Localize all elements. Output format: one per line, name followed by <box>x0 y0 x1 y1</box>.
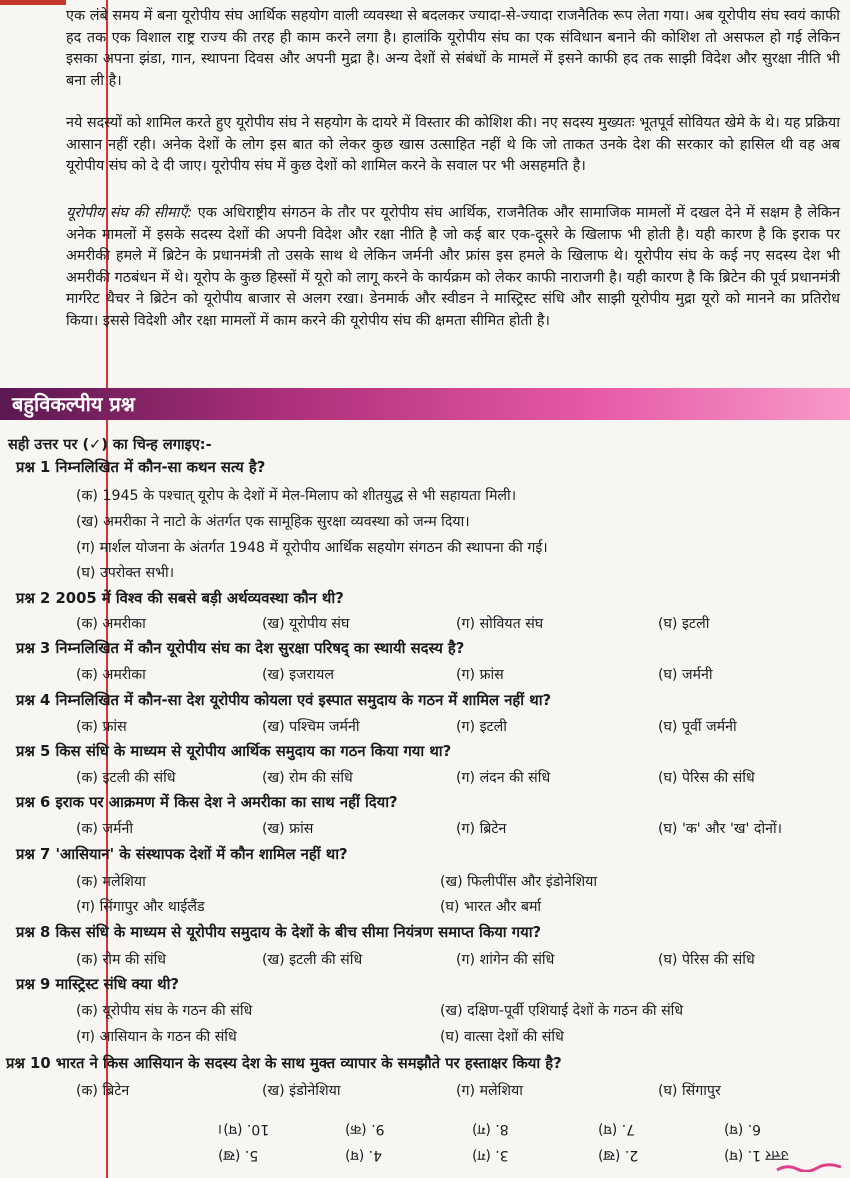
q9-option-b: (ख) दक्षिण-पूर्वी एशियाई देशों के गठन की संधि <box>440 1003 684 1019</box>
answer-5: 5. (ख) <box>218 1147 259 1163</box>
answer-9: 9. (क) <box>345 1121 385 1137</box>
q3-option-b: (ख) इजरायल <box>262 667 335 683</box>
paragraph-3-lead: यूरोपीय संघ की सीमाएँ: <box>66 205 193 221</box>
q9-option-a: (क) यूरोपीय संघ के गठन की संधि <box>76 1003 253 1019</box>
q8-option-c: (ग) शांगेन की संधि <box>456 952 555 968</box>
q10-option-b: (ख) इंडोनेशिया <box>262 1083 341 1099</box>
q7-option-c: (ग) सिंगापुर और थाईलैंड <box>76 899 205 915</box>
q4-option-d: (घ) पूर्वी जर्मनी <box>658 719 737 735</box>
q6-option-d: (घ) 'क' और 'ख' दोनों। <box>658 821 783 837</box>
q1-option-b: (ख) अमरीका ने नाटो के अंतर्गत एक सामूहिक सुरक्षा व्यवस्था को जन्म दिया। <box>76 514 470 530</box>
q9-option-d: (घ) वात्सा देशों की संधि <box>440 1029 564 1045</box>
paragraph-3 <box>66 203 840 333</box>
question-8: प्रश्न 8 किस संधि के माध्यम से यूरोपीय समुदाय के देशों के बीच सीमा नियंत्रण समाप्त किया गया? <box>16 924 542 941</box>
q3-option-d: (घ) जर्मनी <box>658 667 713 683</box>
question-1: प्रश्न 1 निम्नलिखित में कौन-सा कथन सत्य है? <box>16 459 266 476</box>
question-2: प्रश्न 2 2005 में विश्व की सबसे बड़ी अर्थव्यवस्था कौन थी? <box>16 590 344 607</box>
paragraph-2 <box>66 113 840 178</box>
question-9: प्रश्न 9 मास्ट्रिस्ट संधि क्या थी? <box>16 976 180 993</box>
q5-option-c: (ग) लंदन की संधि <box>456 770 551 786</box>
answer-2: 2. (ख) <box>598 1147 639 1163</box>
q2-option-a: (क) अमरीका <box>76 616 146 632</box>
q6-option-a: (क) जर्मनी <box>76 821 134 837</box>
q10-option-d: (घ) सिंगापुर <box>658 1083 721 1099</box>
q5-option-b: (ख) रोम की संधि <box>262 770 353 786</box>
q9-option-c: (ग) आसियान के गठन की संधि <box>76 1029 237 1045</box>
paragraph-3-text <box>66 203 840 333</box>
q10-option-c: (ग) मलेशिया <box>456 1083 523 1099</box>
paragraph-3-body: एक अधिराष्ट्रीय संगठन के तौर पर यूरोपीय संघ आर्थिक, राजनैतिक और सामाजिक मामलों में दखल देने में सक्षम है लेकिन अनेक मामलों में इसके सदस्य देशों की अपनी विदेश और रक्षा नीति है जो कई बार एक-दूसरे के खिलाफ भी होती है। यही कारण है कि इराक पर अमरीकी हमले में ब्रिटेन के प्रधानमंत्री तो उसके साथ थे लेकिन जर्मनी और फ्रांस इस हमले के खिलाफ थे। यूरोपीय संघ के कई नए सदस्य देश भी अमरीकी गठबंधन में थे। यूरोप के कुछ हिस्सों में यूरो को लागू करने के कार्यक्रम को लेकर काफी नाराजगी है। यही कारण है कि ब्रिटेन की पूर्व प्रधानमंत्री मार्गरेट थैचर ने ब्रिटेन को यूरोपीय बाजार से अलग रखा। डेनमार्क और स्वीडन ने मास्ट्रिस्ट संधि और साझी यूरोपीय मुद्रा यूरो को मानने का प्रतिरोध किया। इससे विदेशी और रक्षा मामलों में काम करने की यूरोपीय संघ की क्षमता सीमित होती है। <box>66 205 840 329</box>
q7-option-d: (घ) भारत और बर्मा <box>440 899 542 915</box>
q7-option-a: (क) मलेशिया <box>76 874 146 890</box>
paragraph-2-text: नये सदस्यों को शामिल करते हुए यूरोपीय संघ ने सहयोग के दायरे में विस्तार की कोशिश की। नए सदस्य मुख्यतः भूतपूर्व सोवियत खेमे के थे। यह प्रक्रिया आसान नहीं रही। अनेक देशों के लोग इस बात को लेकर कुछ खास उत्साहित नहीं थे कि जो ताकत उनके देश की सरकार को हासिल थी वह अब यूरोपीय संघ को दे दी जाए। यूरोपीय संघ में कुछ देशों को शामिल करने के सवाल पर भी असहमति है। <box>66 115 840 175</box>
q1-option-a: (क) 1945 के पश्चात् यूरोप के देशों में मेल-मिलाप को शीतयुद्ध से भी सहायता मिली। <box>76 488 517 504</box>
q3-option-a: (क) अमरीका <box>76 667 146 683</box>
section-title: बहुविकल्पीय प्रश्न <box>12 392 135 416</box>
answer-1: उत्तर 1. (घ) <box>724 1147 789 1163</box>
question-7: प्रश्न 7 'आसियान' के संस्थापक देशों में कौन शामिल नहीं था? <box>16 846 348 863</box>
q8-option-a: (क) रोम की संधि <box>76 952 167 968</box>
q3-option-c: (ग) फ्रांस <box>456 667 504 683</box>
question-6: प्रश्न 6 इराक पर आक्रमण में किस देश ने अमरीका का साथ नहीं दिया? <box>16 794 398 811</box>
paragraph-1 <box>66 6 840 92</box>
q6-option-b: (ख) फ्रांस <box>262 821 314 837</box>
q10-option-a: (क) ब्रिटेन <box>76 1083 130 1099</box>
q5-option-d: (घ) पेरिस की संधि <box>658 770 755 786</box>
instruction: सही उत्तर पर (✓) का चिन्ह लगाइए:- <box>8 437 212 453</box>
q4-option-b: (ख) पश्चिम जर्मनी <box>262 719 360 735</box>
answer-6: 6. (घ) <box>724 1121 762 1137</box>
q6-option-c: (ग) ब्रिटेन <box>456 821 507 837</box>
q2-option-b: (ख) यूरोपीय संघ <box>262 616 350 632</box>
q5-option-a: (क) इटली की संधि <box>76 770 176 786</box>
answer-8: 8. (ग) <box>472 1121 509 1137</box>
q4-option-c: (ग) इटली <box>456 719 507 735</box>
question-3: प्रश्न 3 निम्नलिखित में कौन यूरोपीय संघ का देश सुरक्षा परिषद् का स्थायी सदस्य है? <box>16 640 465 657</box>
answer-10: 10. (घ)। <box>218 1121 270 1137</box>
q2-option-c: (ग) सोवियत संघ <box>456 616 544 632</box>
q7-option-b: (ख) फिलीपींस और इंडोनेशिया <box>440 874 598 890</box>
question-4: प्रश्न 4 निम्नलिखित में कौन-सा देश यूरोपीय कोयला एवं इस्पात समुदाय के गठन में शामिल नहीं था? <box>16 692 552 709</box>
question-10: प्रश्न 10 भारत ने किस आसियान के सदस्य देश के साथ मुक्त व्यापार के समझौते पर हस्ताक्षर किया है? <box>6 1055 562 1072</box>
q2-option-d: (घ) इटली <box>658 616 710 632</box>
q1-option-d: (घ) उपरोक्त सभी। <box>76 565 175 581</box>
top-red-mark <box>0 0 66 5</box>
answer-4: 4. (घ) <box>345 1147 383 1163</box>
answer-3: 3. (ग) <box>472 1147 509 1163</box>
q8-option-d: (घ) पेरिस की संधि <box>658 952 755 968</box>
q4-option-a: (क) फ्रांस <box>76 719 127 735</box>
question-5: प्रश्न 5 किस संधि के माध्यम से यूरोपीय आर्थिक समुदाय का गठन किया गया था? <box>16 743 452 760</box>
answer-7: 7. (घ) <box>598 1121 636 1137</box>
q1-option-c: (ग) मार्शल योजना के अंतर्गत 1948 में यूरोपीय आर्थिक सहयोग संगठन की स्थापना की गई। <box>76 540 548 556</box>
paragraph-1-text: एक लंबे समय में बना यूरोपीय संघ आर्थिक सहयोग वाली व्यवस्था से बदलकर ज्यादा-से-ज्यादा राजनैतिक रूप लेता गया। अब यूरोपीय संघ स्वयं काफी हद तक एक विशाल राष्ट्र राज्य की तरह ही काम करने लगा है। हालांकि यूरोपीय संघ का एक संविधान बनाने की कोशिश तो असफल हो गई लेकिन इसका अपना झंडा, गान, स्थापना दिवस और अपनी मुद्रा है। अन्य देशों से संबंधों के मामलें में इसने काफी हद तक साझी विदेश और सुरक्षा नीति भी बना ली है। <box>66 8 840 89</box>
pink-scribble-decoration <box>775 1162 845 1172</box>
q8-option-b: (ख) इटली की संधि <box>262 952 363 968</box>
section-header-bar <box>0 388 850 420</box>
